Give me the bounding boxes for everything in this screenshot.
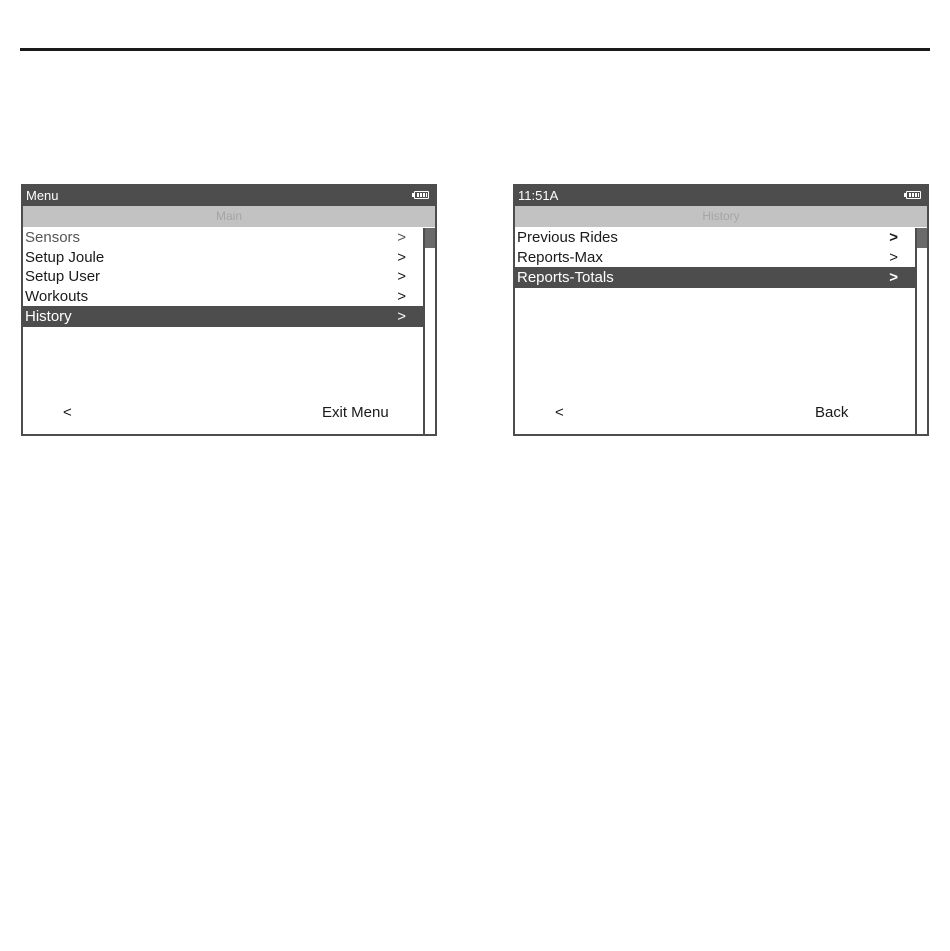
exit-menu-soft-key[interactable]: Exit Menu (322, 404, 389, 421)
menu-item-workouts[interactable] (23, 287, 423, 307)
device-screen-history (513, 184, 929, 436)
menu-item-setup-user[interactable] (23, 267, 423, 287)
scrollbar-thumb[interactable] (425, 228, 435, 248)
menu-subheader: Main (23, 206, 435, 227)
chevron-right-icon: > (397, 268, 406, 286)
menu-item-reports-totals[interactable] (515, 267, 915, 288)
screen-title: Menu (26, 188, 59, 203)
menu-item-label: Workouts (25, 287, 89, 305)
chevron-right-icon: > (397, 229, 406, 246)
menu-list (23, 228, 423, 327)
chevron-right-icon: > (889, 229, 898, 246)
scrollbar-thumb[interactable] (917, 228, 927, 248)
back-soft-key[interactable]: < (555, 404, 564, 421)
scrollbar[interactable] (423, 228, 435, 434)
battery-icon (906, 191, 921, 199)
chevron-right-icon: > (397, 248, 406, 266)
menu-item-sensors[interactable] (23, 228, 423, 248)
menu-item-label: History (25, 308, 72, 326)
menu-item-reports-max[interactable] (515, 248, 915, 268)
device-screen-main-menu (21, 184, 437, 436)
clock-time: 11:51A (518, 188, 559, 203)
soft-key-bar (23, 404, 421, 424)
menu-item-label: Setup User (25, 268, 101, 286)
menu-item-label: Previous Rides (517, 229, 618, 246)
menu-item-label: Setup Joule (25, 248, 105, 266)
scrollbar[interactable] (915, 228, 927, 434)
back-soft-key[interactable]: < (63, 404, 72, 421)
soft-key-bar (515, 404, 913, 424)
menu-item-setup-joule[interactable] (23, 248, 423, 268)
top-rule (20, 48, 930, 51)
menu-list (515, 228, 915, 288)
back-button[interactable]: Back (815, 404, 849, 421)
menu-item-previous-rides[interactable] (515, 228, 915, 248)
chevron-right-icon: > (397, 308, 406, 326)
menu-subheader: History (515, 206, 927, 227)
menu-item-label: Reports-Totals (517, 269, 614, 287)
battery-icon (414, 191, 429, 199)
chevron-right-icon: > (889, 269, 898, 287)
menu-item-label: Sensors (25, 229, 81, 246)
chevron-right-icon: > (397, 287, 406, 305)
menu-item-label: Reports-Max (517, 248, 603, 266)
chevron-right-icon: > (889, 248, 898, 266)
menu-item-history[interactable] (23, 306, 423, 327)
title-bar (23, 186, 435, 206)
title-bar (515, 186, 927, 206)
